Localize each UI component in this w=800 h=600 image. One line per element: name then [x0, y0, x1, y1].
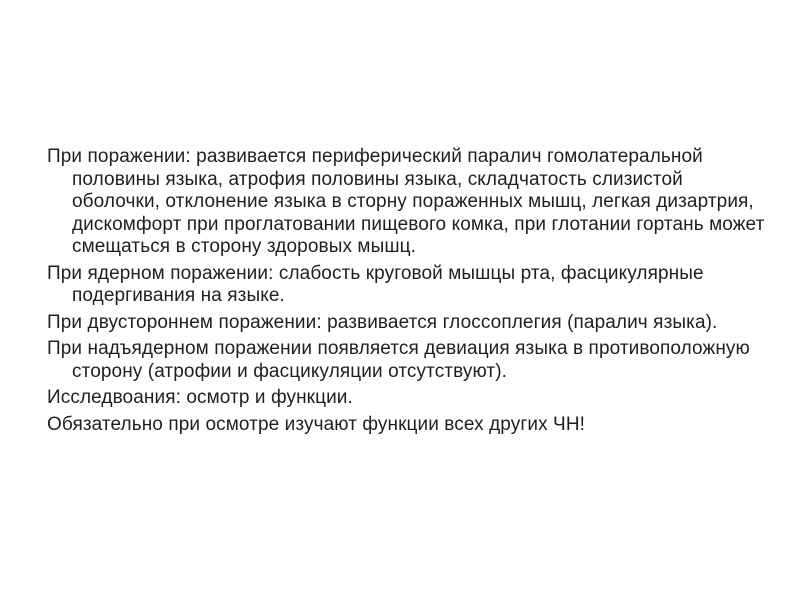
paragraph-lesion-symptoms: При поражении: развивается периферический паралич гомолатеральной половины языка, атрофия половины языка, складчатость слизистой оболочки, отклонение языка в сторну пораженных мышц, легкая дизартрия, дискомфорт при проглатовании пищевого комка, при глотании гортань может смещаться в сторону здоровых мышц. [47, 146, 765, 257]
paragraph-supranuclear-lesion: При надъядерном поражении появляется девиация языка в противоположную сторону (атрофии и фасцикуляции отсутствуют). [47, 338, 750, 382]
paragraph-nuclear-lesion: При ядерном поражении: слабость круговой мышцы рта, фасцикулярные подергивания на языке. [47, 262, 704, 306]
paragraph-examination: Исследвоания: осмотр и функции. [47, 387, 353, 408]
paragraph-mandatory-note: Обязательно при осмотре изучают функции всех других ЧН! [47, 413, 586, 435]
paragraph-bilateral-lesion: При двустороннем поражении: развивается глоссоплегия (паралич языка). [47, 311, 718, 333]
slide-body [47, 146, 767, 436]
